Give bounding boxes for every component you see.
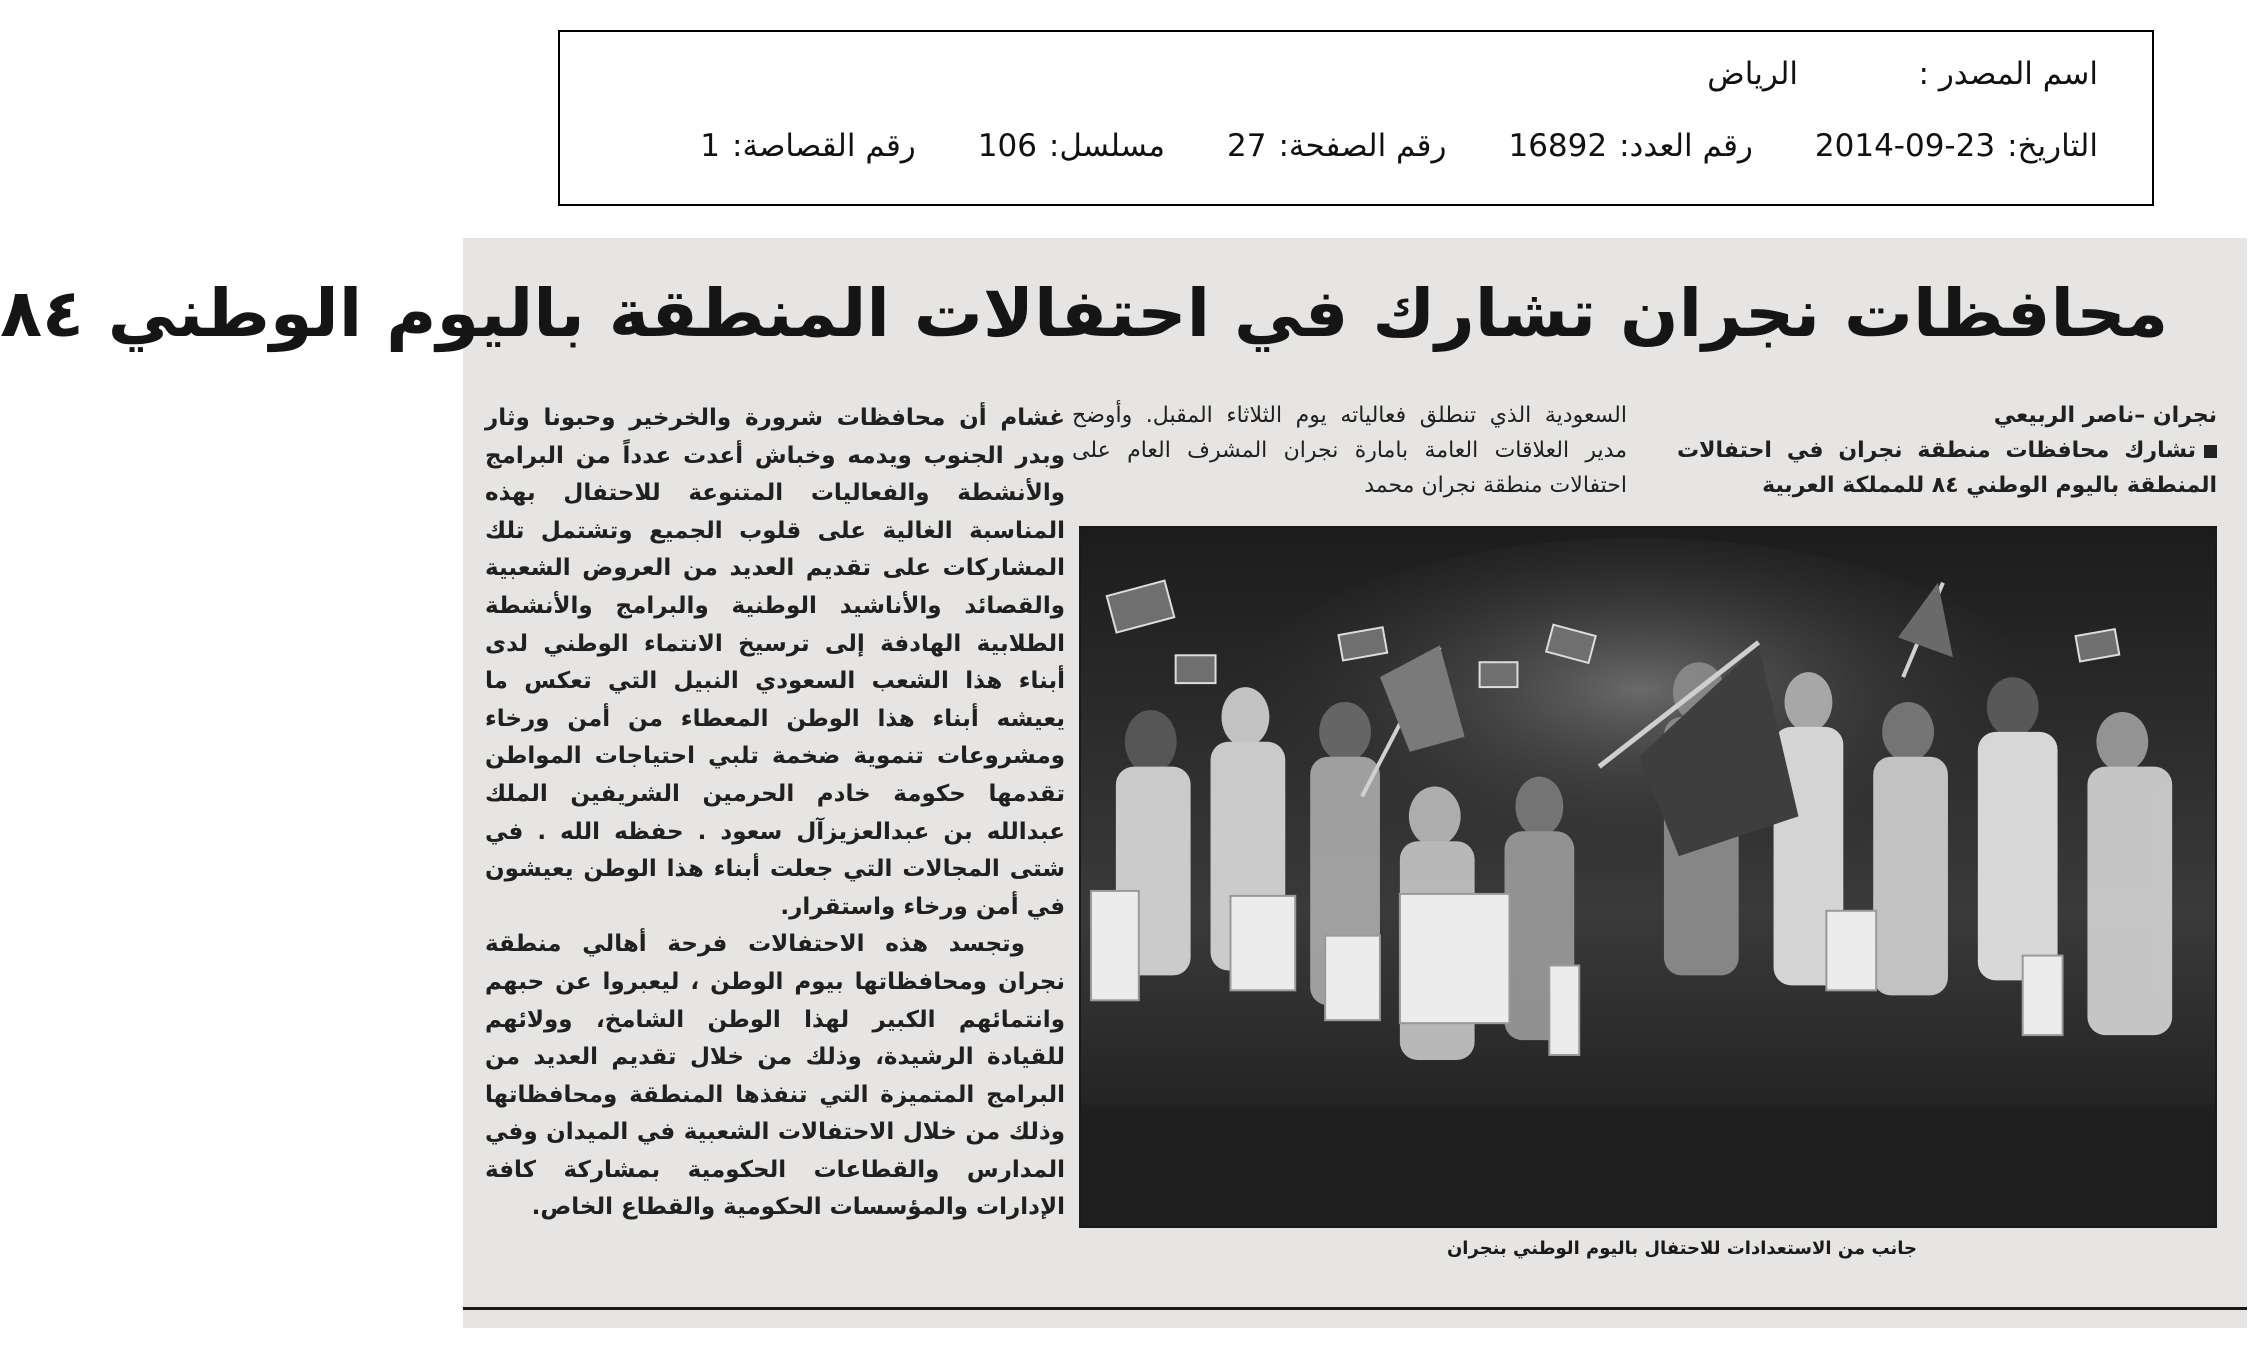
date-value: 2014-09-23 [1814, 128, 1996, 164]
date-field [1815, 128, 2098, 164]
body-paragraph-2: وتجسد هذه الاحتفالات فرحة أهالي منطقة نجران ومحافظاتها بيوم الوطن ، ليعبروا عن حبهم وانتمائهم الكبير لهذا الوطن الشامخ، وولائهم للقيادة الرشيدة، وذلك من خلال تقديم العديد من البرامج المتميزة التي تنفذها المنطقة ومحافظاتها وذلك من خلال الاحتفالات الشعبية في الميدان وفي المدارس والقطاعات الحكومية بمشاركة كافة الإدارات والمؤسسات الحكومية والقطاع الخاص. [485, 931, 1065, 1221]
source-value: الرياض [1707, 56, 1798, 92]
serial-field [978, 128, 1165, 164]
newspaper-clipping [0, 238, 2247, 1328]
issue-field [1508, 128, 1752, 164]
children-celebration-photo [1081, 528, 2215, 1226]
page-value: 27 [1227, 128, 1267, 164]
article-byline: نجران –ناصر الربيعي [1993, 403, 2217, 428]
metadata-row-details [600, 128, 2098, 164]
clip-label: رقم القصاصة: [732, 128, 916, 164]
page-field [1227, 128, 1446, 164]
article-headline: محافظات نجران تشارك في احتفالات المنطقة باليوم الوطني ٨٤ [0, 275, 2169, 352]
continuation-text: السعودية الذي تنطلق فعالياته يوم الثلاثاء المقبل. وأوضح مدير العلاقات العامة بامارة نجران المشرف العام على احتفالات منطقة نجران محمد [1072, 403, 1627, 498]
clip-field [700, 128, 915, 164]
date-label: التاريخ: [2007, 128, 2098, 164]
article-column-intro [1677, 398, 2217, 503]
intro-text: تشارك محافظات منطقة نجران في احتفالات المنطقة باليوم الوطني ٨٤ للمملكة العربية [1677, 438, 2217, 498]
metadata-box [558, 30, 2154, 206]
article-column-continuation [1072, 398, 1627, 503]
bullet-icon [2204, 445, 2217, 458]
serial-label: مسلسل: [1048, 128, 1166, 164]
photo-caption: جانب من الاستعدادات للاحتفال باليوم الوطني بنجران [1446, 1238, 1917, 1259]
issue-value: 16892 [1508, 128, 1608, 164]
metadata-row-source [600, 56, 2098, 92]
page-label: رقم الصفحة: [1278, 128, 1447, 164]
clipping-bottom-rule [463, 1307, 2247, 1310]
article-column-body [485, 400, 1065, 1227]
article-photo [1079, 526, 2217, 1228]
issue-label: رقم العدد: [1619, 128, 1753, 164]
clip-value: 1 [700, 128, 721, 164]
body-paragraph-1: غشام أن محافظات شرورة والخرخير وحبونا وثار وبدر الجنوب ويدمه وخباش أعدت عدداً من البرامج والأنشطة والفعاليات المتنوعة للاحتفال بهذه المناسبة الغالية على قلوب الجميع وتشتمل تلك المشاركات على تقديم العديد من العروض الشعبية والقصائد والأناشيد الوطنية والبرامج والأنشطة الطلابية الهادفة إلى ترسيخ الانتماء الوطني لدى أبناء هذا الشعب السعودي النبيل التي تعكس ما يعيشه أبناء هذا الوطن المعطاء من أمن ورخاء ومشروعات تنموية ضخمة تلبي احتياجات المواطن تقدمها حكومة خادم الحرمين الشريفين الملك عبدالله بن عبدالعزيزآل سعود . حفظه الله . في شتى المجالات التي جعلت أبناء هذا الوطن يعيشون في أمن ورخاء واستقرار. [485, 405, 1065, 920]
serial-value: 106 [977, 128, 1037, 164]
source-label: اسم المصدر : [1918, 56, 2098, 92]
